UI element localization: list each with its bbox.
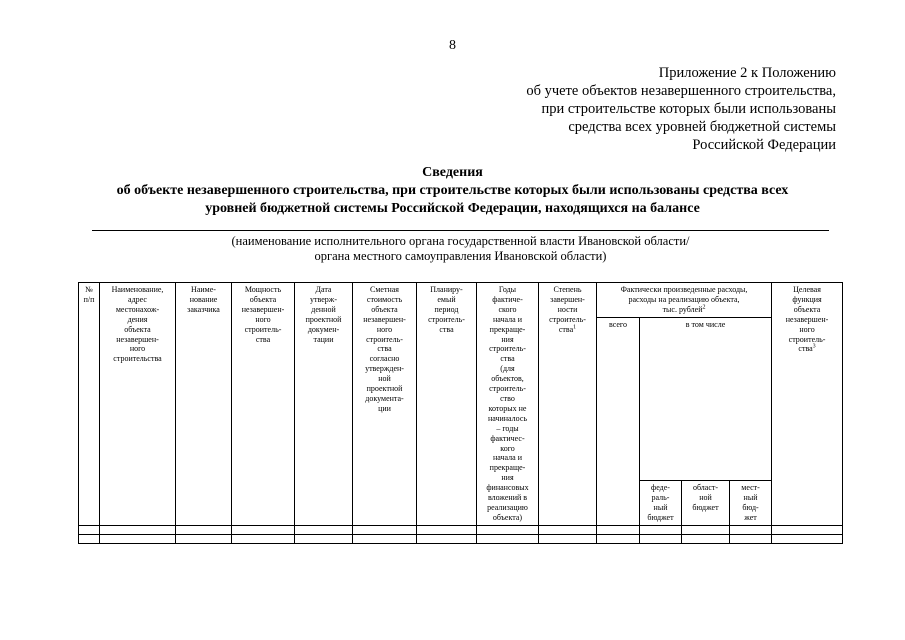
table-cell — [772, 534, 843, 543]
table-cell — [477, 525, 539, 534]
header-number: № п/п — [79, 283, 100, 526]
appendix-line: Российской Федерации — [692, 137, 836, 153]
table-cell — [730, 525, 772, 534]
organization-caption — [92, 234, 829, 264]
table-cell — [682, 534, 730, 543]
table-cell — [640, 534, 682, 543]
header-total: всего — [597, 317, 640, 525]
table-cell — [597, 534, 640, 543]
header-completion-degree — [539, 283, 597, 526]
header-object-name: Наименование, адрес местонахож- дения объекта незавершен- ного строительства — [100, 283, 176, 526]
actual-expenses-label: Фактически произведенные расходы, расходы на реализацию объекта, тыс. рублей — [620, 285, 748, 314]
table-cell — [417, 534, 477, 543]
caption-line-1: (наименование исполнительного органа государственной власти Ивановской области/ — [231, 234, 690, 248]
header-capacity: Мощность объекта незавершен- ного строитель- ства — [232, 283, 295, 526]
table-cell — [417, 525, 477, 534]
footnote-2: 2 — [702, 304, 706, 311]
header-regional-budget: област- ной бюджет — [682, 481, 730, 526]
table-cell — [79, 534, 100, 543]
table-cell — [232, 534, 295, 543]
header-estimate-cost: Сметная стоимость объекта незавершен- ного строитель- ства согласно утвержден- ной проектной документа- ции — [353, 283, 417, 526]
document-title — [60, 164, 845, 218]
caption-line-2: органа местного самоуправления Ивановской области) — [314, 249, 607, 263]
table-cell — [79, 525, 100, 534]
construction-info-table — [78, 282, 843, 544]
table-cell — [539, 525, 597, 534]
title-line-2: уровней бюджетной системы Российской Федерации, находящихся на балансе — [205, 201, 700, 216]
appendix-line: об учете объектов незавершенного строительства, — [526, 83, 836, 99]
header-approval-date: Дата утверж- денной проектной докумен- тации — [295, 283, 353, 526]
footnote-1: 1 — [573, 323, 577, 330]
table-cell — [772, 525, 843, 534]
table-cell — [640, 525, 682, 534]
appendix-line: средства всех уровней бюджетной системы — [568, 119, 836, 135]
table-cell — [232, 525, 295, 534]
table-row — [79, 534, 843, 543]
header-local-budget: мест- ный бюд- жет — [730, 481, 772, 526]
completion-degree-label: Степень завершен- ности строитель- ства — [549, 285, 586, 334]
page-number: 8 — [449, 38, 456, 53]
table-cell — [730, 534, 772, 543]
table-cell — [353, 534, 417, 543]
header-target-function — [772, 283, 843, 526]
appendix-line: при строительстве которых были использованы — [541, 101, 836, 117]
table-cell — [100, 534, 176, 543]
table-cell — [477, 534, 539, 543]
table-cell — [682, 525, 730, 534]
table-cell — [353, 525, 417, 534]
table-cell — [597, 525, 640, 534]
appendix-reference — [526, 64, 836, 154]
header-planned-period: Планиру- емый период строитель- ства — [417, 283, 477, 526]
target-function-label: Целевая функция объекта незавершен- ного строитель- ства — [785, 285, 829, 354]
header-actual-years: Годы фактиче- ского начала и прекраще- ния строитель- ства (для объектов, строитель- ство которых не начиналось – годы фактичес- кого начала и прекраще- ния финансовых вложений в реализацию объекта) — [477, 283, 539, 526]
table-cell — [539, 534, 597, 543]
table-cell — [100, 525, 176, 534]
table-row — [79, 525, 843, 534]
table-cell — [295, 525, 353, 534]
header-actual-expenses — [597, 283, 772, 318]
table-cell — [176, 525, 232, 534]
header-federal-budget: феде- раль- ный бюджет — [640, 481, 682, 526]
table-cell — [295, 534, 353, 543]
appendix-line: Приложение 2 к Положению — [658, 65, 836, 81]
header-customer: Наиме- нование заказчика — [176, 283, 232, 526]
title-heading: Сведения — [422, 165, 483, 180]
organization-fill-line — [92, 230, 829, 231]
footnote-3: 3 — [812, 343, 816, 350]
table-cell — [176, 534, 232, 543]
header-including: в том числе — [640, 317, 772, 480]
title-line-1: об объекте незавершенного строительства, при строительстве которых были использованы средства всех — [116, 183, 789, 198]
